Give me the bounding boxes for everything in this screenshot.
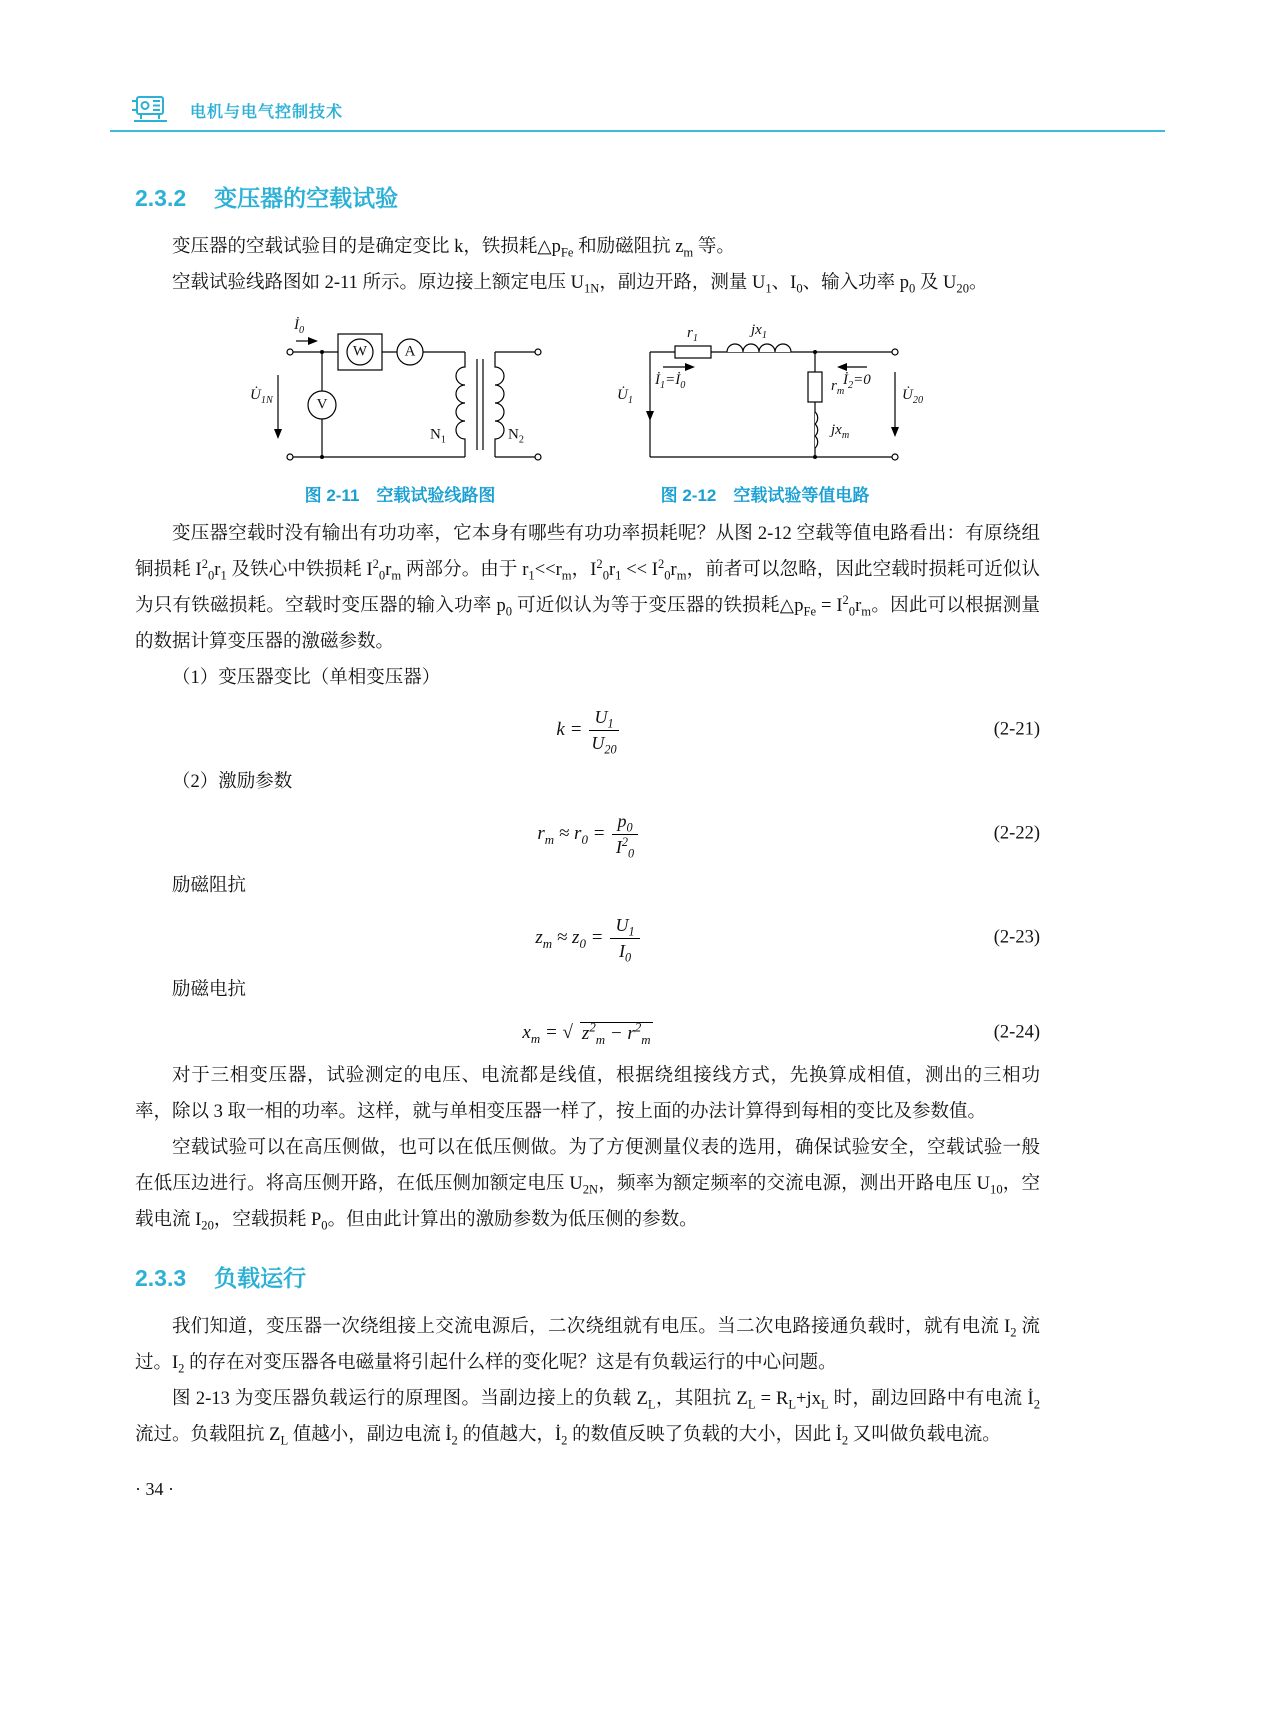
figure-2-12-caption: 图 2-12 空载试验等值电路	[660, 486, 870, 505]
equation-lhs: $x_m$ = √	[522, 1022, 573, 1046]
figure-label-i1-i0: $İ_1=İ_0$	[655, 372, 686, 391]
figure-2-11-caption: 图 2-11 空载试验线路图	[304, 486, 496, 505]
paragraph-intro: 变压器的空载试验目的是确定变比 k，铁损耗$\triangle p_{Fe}$ 和励磁阻抗 $z_m$ 等。	[172, 237, 735, 260]
fraction-numerator: $U_1$	[610, 915, 639, 939]
equation-2-21	[135, 702, 1040, 758]
header-rule	[110, 130, 1165, 132]
equation-lhs: $r_m \approx r_0$ =	[537, 823, 606, 847]
fraction-denominator: $U_{20}$	[591, 732, 617, 757]
paragraph-test-circuit: 空载试验线路图如 2-11 所示。原边接上额定电压 $U_{1N}$，副边开路，测量 $U_1$、$I_0$、输入功率 $p_0$ 及 $U_{20}$。	[172, 273, 988, 296]
resistor-r1	[675, 346, 711, 358]
fraction-numerator: $p_0$	[612, 811, 637, 835]
resistor-rm	[808, 372, 822, 402]
figure-label-u1n: $U̇_{1N}$	[250, 387, 273, 406]
radicand: $z^2_m - r^2_m$	[581, 1019, 651, 1047]
equation-math	[535, 914, 639, 965]
section-number: 2.3.3	[135, 1265, 187, 1291]
list-item-1: （1）变压器变比（单相变压器）	[172, 668, 441, 688]
content	[135, 158, 1040, 1500]
section-heading-2-3-2	[135, 180, 1040, 213]
figure-label-u20: $U̇_{20}$	[902, 387, 924, 406]
section-title: 变压器的空载试验	[214, 185, 399, 211]
paragraph-load-current: 图 2-13 为变压器负载运行的原理图。当副边接上的负载 $Z_L$，其阻抗 $Z_L = R_L+jx_L$ 时，副边回路中有电流 $İ_2$ 流过。负载阻抗 $Z_L$ 值越小，副边电流 $İ_2$ 的值越大，$İ_2$ 的数值反映了负载的大小，因此 $İ_2$ 又叫做负载电流。	[135, 1389, 1040, 1448]
section-title: 负载运行	[214, 1265, 307, 1291]
inductor-jxm	[815, 412, 818, 448]
label-magnetizing-reactance: 励磁电抗	[172, 980, 247, 1000]
label-magnetizing-impedance: 励磁阻抗	[172, 876, 247, 896]
page-header	[130, 92, 343, 129]
no-load-test-circuit-diagram	[250, 317, 550, 477]
figure-label-u1: $U̇_1$	[617, 387, 633, 406]
paragraph-load-intro: 我们知道，变压器一次绕组接上交流电源后，二次绕组就有电压。当二次电路接通负载时，就有电流 $I_2$ 流过。$I_2$ 的存在对变压器各电磁量将引起什么样的变化呢？这是有负载运行的中心问题。	[135, 1317, 1040, 1376]
equation-2-23	[135, 910, 1040, 966]
paragraph-three-phase: 对于三相变压器，试验测定的电压、电流都是线值，根据绕组接线方式，先换算成相值，测出的三相功率，除以 3 取一相的功率。这样，就与单相变压器一样了，按上面的办法计算得到每相的变比及参数值。	[135, 1066, 1040, 1122]
figures-row	[135, 317, 1040, 506]
figure-label-i0: $İ_0$	[294, 317, 305, 336]
fraction-denominator: $I^2_0$	[615, 834, 635, 861]
fraction	[610, 914, 639, 965]
ammeter-letter: A	[404, 343, 416, 360]
wattmeter-letter: W	[352, 343, 368, 360]
figure-label-i2-0: $İ_2=0$	[843, 372, 871, 391]
page-number: · 34 ·	[135, 1479, 174, 1499]
voltmeter-letter: V	[316, 396, 328, 413]
section-number: 2.3.2	[135, 185, 187, 211]
equation-2-22	[135, 806, 1040, 862]
figure-label-n1: $N_1$	[430, 426, 446, 446]
figure-2-12-canvas	[605, 317, 925, 477]
equation-math	[522, 1019, 652, 1047]
page-footer	[135, 1479, 1040, 1500]
secondary-winding	[495, 352, 504, 457]
figure-2-11	[250, 317, 550, 506]
paragraph-low-voltage-side: 空载试验可以在高压侧做，也可以在低压侧做。为了方便测量仪表的选用，确保试验安全，空载试验一般在低压边进行。将高压侧开路，在低压侧加额定电压 $U_{2N}$，频率为额定频率的交流电源，测出开路电压 $U_{10}$，空载电流 $I_{20}$，空载损耗 $P_0$。但由此计算出的激励参数为低压侧的参数。	[135, 1138, 1040, 1233]
figure-label-jxm: $jx_m$	[831, 422, 850, 441]
motor-logo-icon	[130, 92, 174, 129]
equation-number: (2-21)	[993, 719, 1040, 740]
equation-math	[537, 810, 637, 861]
no-load-equivalent-circuit-diagram	[605, 317, 925, 477]
fraction	[589, 706, 618, 757]
figure-label-rm: $r_m$	[831, 378, 845, 397]
figure-2-11-canvas	[250, 317, 550, 477]
equation-math	[556, 706, 618, 757]
header-title: 电机与电气控制技术	[190, 104, 344, 121]
paragraph-losses: 变压器空载时没有输出有功功率，它本身有哪些有功功率损耗呢？从图 2-12 空载等值电路看出：有原绕组铜损耗 $I^2_0r_1$ 及铁心中铁损耗 $I^2_0r_m$ 两部分。由于 $r_1<<r_m$，$I^2_0r_1 << I^2_0r_m$，前者可以忽略，因此空载时损耗可近似认为只有铁磁损耗。空载时变压器的输入功率 $p_0$ 可近似认为等于变压器的铁损耗$\triangle p_{Fe} = I^2_0r_m$。因此可以根据测量的数据计算变压器的激磁参数。	[135, 524, 1040, 652]
equation-2-24	[135, 1014, 1040, 1052]
equation-number: (2-24)	[993, 1022, 1040, 1043]
equation-number: (2-22)	[993, 823, 1040, 844]
list-item-2: （2）激励参数	[172, 772, 293, 792]
fraction-denominator: $I_0$	[618, 940, 632, 965]
primary-winding	[456, 352, 465, 457]
section-heading-2-3-3	[135, 1260, 1040, 1293]
core-lines	[477, 359, 483, 450]
equation-number: (2-23)	[993, 927, 1040, 948]
equation-lhs: $z_m \approx z_0$ =	[535, 927, 604, 951]
figure-2-12	[605, 317, 925, 506]
figure-label-r1: $r_1$	[687, 325, 698, 344]
inductor-jx1	[727, 344, 791, 352]
figure-label-jx1: $jx_1$	[751, 322, 767, 341]
fraction	[612, 810, 637, 861]
equation-lhs: k =	[556, 719, 583, 740]
fraction-numerator: $U_1$	[589, 707, 618, 731]
figure-label-n2: $N_2$	[508, 426, 524, 446]
